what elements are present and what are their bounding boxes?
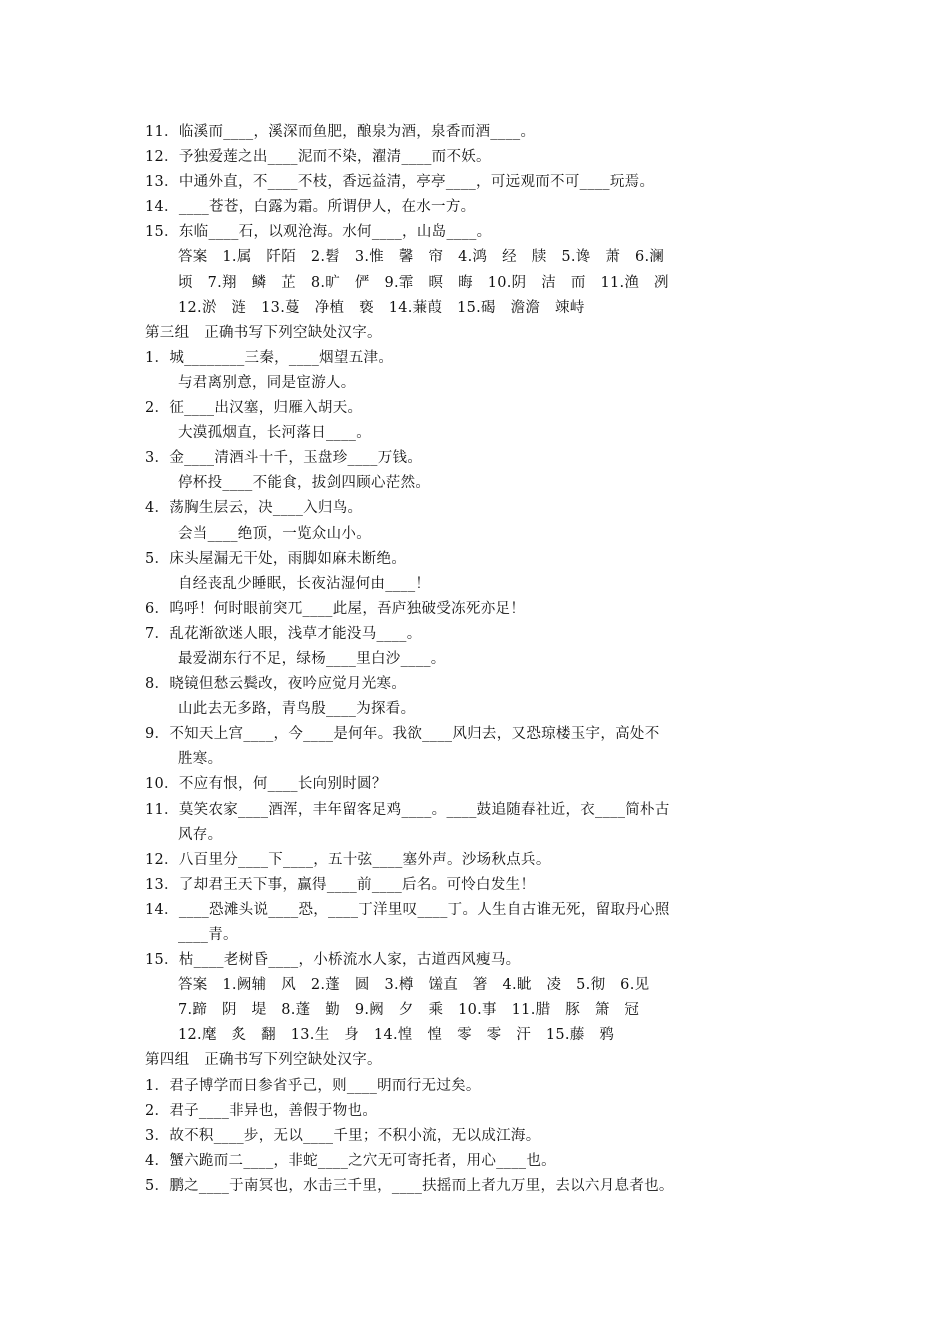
answer-line: 答案 1.属 阡陌 2.髫 3.惟 馨 帘 4.鸿 经 牍 5.谗 萧 6.澜 <box>178 249 665 266</box>
question-continuation: 自经丧乱少睡眠，长夜沾湿何由____！ <box>178 575 431 592</box>
question-line: 5．床头屋漏无干处，雨脚如麻未断绝。 <box>145 550 407 567</box>
question-line: 2．君子____非异也，善假于物也。 <box>145 1102 378 1119</box>
question-continuation: 大漠孤烟直，长河落日____。 <box>178 425 371 442</box>
answer-line: 7.蹄 阴 堤 8.蓬 勤 9.阙 夕 乘 10.事 11.腊 豚 箫 冠 <box>178 1002 640 1019</box>
question-line: 13．中通外直，不____不枝，香远益清，亭亭____，可远观而不可____玩焉。 <box>145 174 655 191</box>
question-continuation: 风存。 <box>178 826 223 843</box>
question-line: 15．枯____老树昏____，小桥流水人家，古道西风瘦马。 <box>145 952 521 969</box>
question-line: 2．征____出汉塞，归雁入胡天。 <box>145 400 363 417</box>
answer-line: 12.麾 炙 翻 13.生 身 14.惶 惶 零 零 汗 15.藤 鸦 <box>178 1027 615 1044</box>
question-line: 3．金____清酒斗十千，玉盘珍____万钱。 <box>145 450 423 467</box>
document-body <box>145 120 745 1199</box>
question-line: 11．临溪而____，溪深而鱼肥，酿泉为酒，泉香而酒____。 <box>145 124 536 140</box>
question-line: 1．城________三秦，____烟望五津。 <box>145 349 394 366</box>
question-continuation: 与君离别意，同是宦游人。 <box>178 374 356 391</box>
question-continuation: 最爱湖东行不足，绿杨____里白沙____。 <box>178 650 446 667</box>
question-line: 8．晓镜但愁云鬓改，夜吟应觉月光寒。 <box>145 676 407 693</box>
question-line: 12．八百里分____下____，五十弦____塞外声。沙场秋点兵。 <box>145 851 551 868</box>
answer-line: 顷 7.翔 鳞 芷 8.旷 俨 9.霏 暝 晦 10.阴 洁 而 11.渔 冽 <box>178 274 669 291</box>
question-continuation: 胜寒。 <box>178 751 223 768</box>
question-line: 4．蟹六跪而二____，非蛇____之穴无可寄托者，用心____也。 <box>145 1152 556 1169</box>
question-line: 5．鹏之____于南冥也，水击三千里，____扶摇而上者九万里，去以六月息者也。 <box>145 1177 674 1194</box>
question-line: 4．荡胸生层云，决____入归鸟。 <box>145 500 363 517</box>
question-line: 14．____苍苍，白露为霜。所谓伊人，在水一方。 <box>145 199 476 216</box>
question-line: 7．乱花渐欲迷人眼，浅草才能没马____。 <box>145 625 422 642</box>
answer-line: 12.淤 涟 13.蔓 净植 亵 14.蒹葭 15.碣 澹澹 竦峙 <box>178 299 585 316</box>
question-line: 14．____恐滩头说____恐，____丁洋里叹____丁。人生自古谁无死，留取丹心照 <box>145 901 670 918</box>
question-line: 1．君子博学而日参省乎己，则____明而行无过矣。 <box>145 1077 481 1094</box>
question-continuation: 山此去无多路，青鸟殷____为探看。 <box>178 701 416 718</box>
question-line: 15．东临____石，以观沧海。水何____，山岛____。 <box>145 224 492 241</box>
question-line: 9．不知天上宫____，今____是何年。我欲____风归去，又恐琼楼玉宇，高处不 <box>145 726 660 743</box>
question-line: 13．了却君王天下事，赢得____前____后名。可怜白发生！ <box>145 876 536 893</box>
answer-line: 答案 1.阙辅 风 2.蓬 圆 3.樽 馐直 箸 4.眦 凌 5.彻 6.见 <box>178 977 650 994</box>
question-continuation: 停杯投____不能食，拔剑四顾心茫然。 <box>178 475 431 492</box>
question-line: 3．故不积____步，无以____千里；不积小流，无以成江海。 <box>145 1127 541 1144</box>
question-line: 12．予独爱莲之出____泥而不染，濯清____而不妖。 <box>145 149 491 166</box>
section-heading: 第四组 正确书写下列空缺处汉字。 <box>145 1052 382 1069</box>
question-line: 11．莫笑农家____酒浑，丰年留客足鸡____。____鼓追随春社近，衣____简朴古 <box>145 801 670 818</box>
question-continuation: 会当____绝顶，一览众山小。 <box>178 525 371 542</box>
section-heading: 第三组 正确书写下列空缺处汉字。 <box>145 324 382 341</box>
question-continuation: ____青。 <box>178 927 238 943</box>
question-line: 10．不应有恨，何____长向别时圆？ <box>145 776 387 793</box>
question-line: 6．呜呼！何时眼前突兀____此屋，吾庐独破受冻死亦足！ <box>145 600 526 617</box>
